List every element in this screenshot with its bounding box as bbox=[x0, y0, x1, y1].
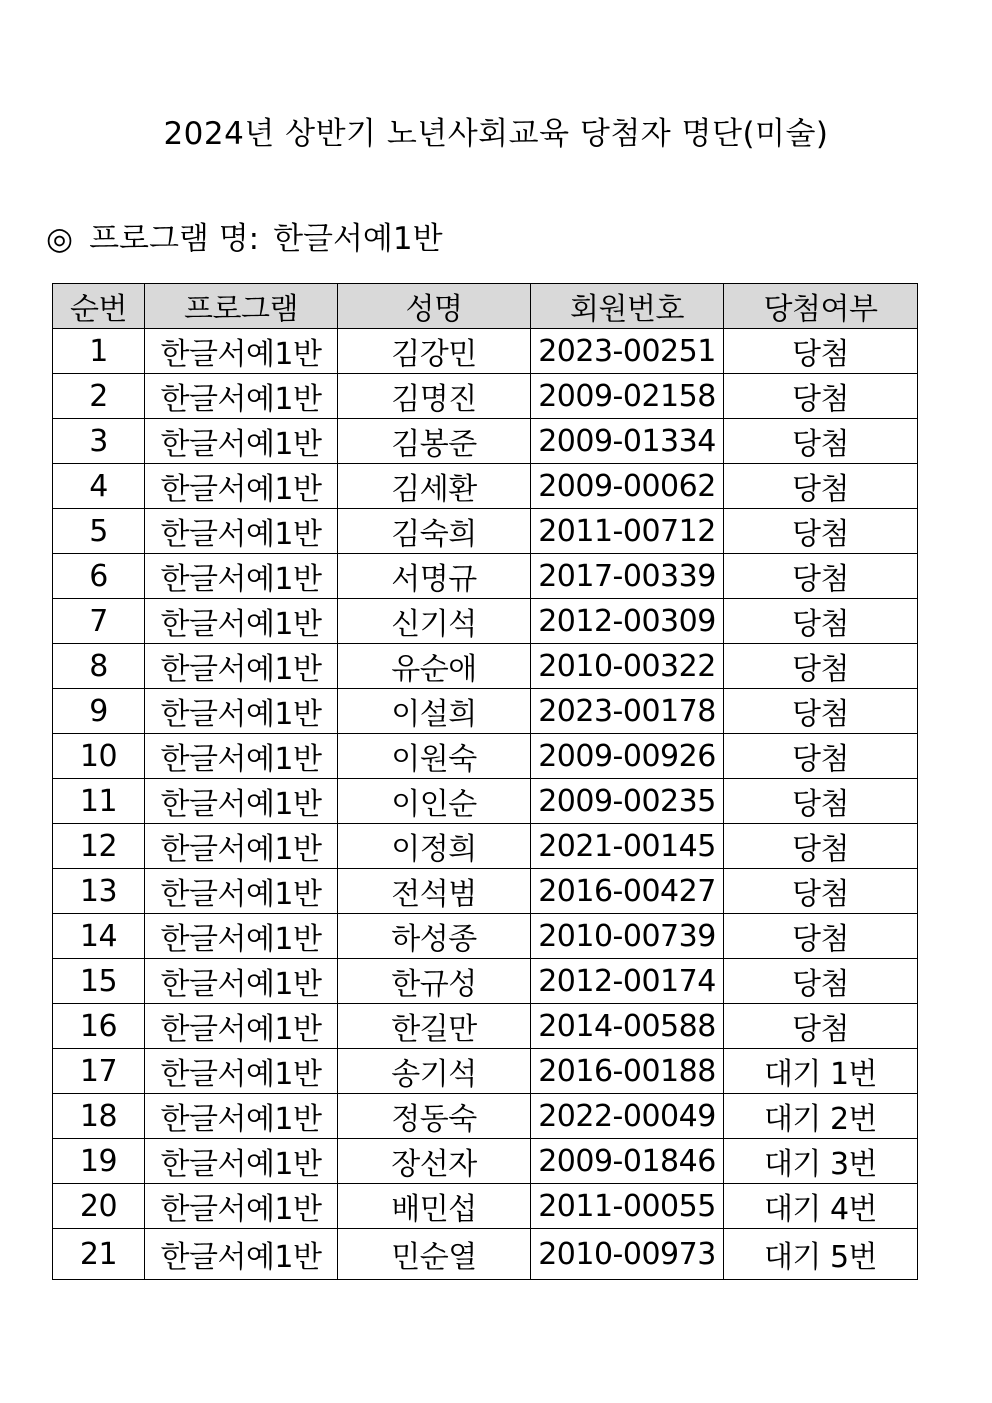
cell-result: 당첨 bbox=[724, 914, 918, 959]
table-row bbox=[53, 374, 918, 419]
table-row bbox=[53, 1229, 918, 1280]
cell-program: 한글서예1반 bbox=[145, 959, 338, 1004]
cell-program: 한글서예1반 bbox=[145, 1049, 338, 1094]
cell-name: 김봉준 bbox=[338, 419, 531, 464]
cell-no: 7 bbox=[53, 599, 145, 644]
cell-name: 김숙희 bbox=[338, 509, 531, 554]
cell-no: 13 bbox=[53, 869, 145, 914]
cell-result: 당첨 bbox=[724, 734, 918, 779]
cell-member-id: 2011-00712 bbox=[531, 509, 724, 554]
cell-program: 한글서예1반 bbox=[145, 464, 338, 509]
table-row bbox=[53, 824, 918, 869]
cell-result: 대기 5번 bbox=[724, 1229, 918, 1280]
winners-table bbox=[52, 283, 918, 1280]
table-row bbox=[53, 1004, 918, 1049]
cell-member-id: 2009-00926 bbox=[531, 734, 724, 779]
cell-program: 한글서예1반 bbox=[145, 374, 338, 419]
cell-member-id: 2014-00588 bbox=[531, 1004, 724, 1049]
table-row bbox=[53, 869, 918, 914]
cell-program: 한글서예1반 bbox=[145, 329, 338, 374]
bullseye-icon: ◎ bbox=[46, 221, 74, 257]
cell-no: 12 bbox=[53, 824, 145, 869]
table-row bbox=[53, 419, 918, 464]
cell-result: 당첨 bbox=[724, 869, 918, 914]
cell-no: 9 bbox=[53, 689, 145, 734]
cell-name: 정동숙 bbox=[338, 1094, 531, 1139]
cell-no: 2 bbox=[53, 374, 145, 419]
cell-name: 한규성 bbox=[338, 959, 531, 1004]
cell-program: 한글서예1반 bbox=[145, 1004, 338, 1049]
table-row bbox=[53, 914, 918, 959]
table-header-row bbox=[53, 284, 918, 329]
cell-program: 한글서예1반 bbox=[145, 1184, 338, 1229]
cell-program: 한글서예1반 bbox=[145, 824, 338, 869]
cell-no: 14 bbox=[53, 914, 145, 959]
cell-result: 당첨 bbox=[724, 824, 918, 869]
program-label: 프로그램 명: bbox=[89, 221, 260, 257]
cell-no: 10 bbox=[53, 734, 145, 779]
cell-member-id: 2022-00049 bbox=[531, 1094, 724, 1139]
cell-result: 당첨 bbox=[724, 374, 918, 419]
cell-program: 한글서예1반 bbox=[145, 1139, 338, 1184]
cell-name: 이설희 bbox=[338, 689, 531, 734]
cell-result: 당첨 bbox=[724, 329, 918, 374]
cell-member-id: 2010-00973 bbox=[531, 1229, 724, 1280]
cell-result: 당첨 bbox=[724, 1004, 918, 1049]
cell-program: 한글서예1반 bbox=[145, 779, 338, 824]
cell-member-id: 2010-00322 bbox=[531, 644, 724, 689]
cell-result: 당첨 bbox=[724, 689, 918, 734]
cell-no: 20 bbox=[53, 1184, 145, 1229]
cell-name: 이인순 bbox=[338, 779, 531, 824]
cell-no: 8 bbox=[53, 644, 145, 689]
cell-result: 대기 4번 bbox=[724, 1184, 918, 1229]
cell-member-id: 2016-00427 bbox=[531, 869, 724, 914]
cell-program: 한글서예1반 bbox=[145, 644, 338, 689]
cell-program: 한글서예1반 bbox=[145, 689, 338, 734]
table-row bbox=[53, 509, 918, 554]
cell-result: 대기 3번 bbox=[724, 1139, 918, 1184]
table-row bbox=[53, 464, 918, 509]
cell-no: 6 bbox=[53, 554, 145, 599]
cell-result: 당첨 bbox=[724, 554, 918, 599]
cell-no: 17 bbox=[53, 1049, 145, 1094]
table-row bbox=[53, 1139, 918, 1184]
header-name: 성명 bbox=[338, 284, 531, 329]
cell-no: 15 bbox=[53, 959, 145, 1004]
cell-no: 5 bbox=[53, 509, 145, 554]
cell-program: 한글서예1반 bbox=[145, 1094, 338, 1139]
cell-no: 19 bbox=[53, 1139, 145, 1184]
cell-result: 대기 1번 bbox=[724, 1049, 918, 1094]
header-result: 당첨여부 bbox=[724, 284, 918, 329]
cell-name: 서명규 bbox=[338, 554, 531, 599]
cell-member-id: 2012-00309 bbox=[531, 599, 724, 644]
cell-program: 한글서예1반 bbox=[145, 734, 338, 779]
cell-member-id: 2021-00145 bbox=[531, 824, 724, 869]
table-row bbox=[53, 599, 918, 644]
table-row bbox=[53, 329, 918, 374]
cell-program: 한글서예1반 bbox=[145, 509, 338, 554]
cell-program: 한글서예1반 bbox=[145, 419, 338, 464]
header-no: 순번 bbox=[53, 284, 145, 329]
cell-result: 대기 2번 bbox=[724, 1094, 918, 1139]
table-row bbox=[53, 779, 918, 824]
cell-result: 당첨 bbox=[724, 644, 918, 689]
cell-name: 김명진 bbox=[338, 374, 531, 419]
cell-name: 김세환 bbox=[338, 464, 531, 509]
cell-member-id: 2009-02158 bbox=[531, 374, 724, 419]
cell-name: 신기석 bbox=[338, 599, 531, 644]
cell-name: 한길만 bbox=[338, 1004, 531, 1049]
cell-program: 한글서예1반 bbox=[145, 914, 338, 959]
cell-name: 송기석 bbox=[338, 1049, 531, 1094]
cell-no: 11 bbox=[53, 779, 145, 824]
cell-result: 당첨 bbox=[724, 959, 918, 1004]
cell-program: 한글서예1반 bbox=[145, 1229, 338, 1280]
table-row bbox=[53, 1184, 918, 1229]
cell-result: 당첨 bbox=[724, 599, 918, 644]
cell-program: 한글서예1반 bbox=[145, 599, 338, 644]
cell-no: 21 bbox=[53, 1229, 145, 1280]
cell-program: 한글서예1반 bbox=[145, 554, 338, 599]
table-row bbox=[53, 734, 918, 779]
header-member-id: 회원번호 bbox=[531, 284, 724, 329]
cell-member-id: 2010-00739 bbox=[531, 914, 724, 959]
cell-result: 당첨 bbox=[724, 464, 918, 509]
table-row bbox=[53, 1094, 918, 1139]
cell-no: 18 bbox=[53, 1094, 145, 1139]
cell-member-id: 2012-00174 bbox=[531, 959, 724, 1004]
cell-no: 1 bbox=[53, 329, 145, 374]
cell-no: 4 bbox=[53, 464, 145, 509]
cell-name: 하성종 bbox=[338, 914, 531, 959]
cell-program: 한글서예1반 bbox=[145, 869, 338, 914]
program-name: 한글서예1반 bbox=[273, 221, 443, 257]
document-title: 2024년 상반기 노년사회교육 당첨자 명단(미술) bbox=[163, 116, 829, 152]
cell-name: 전석범 bbox=[338, 869, 531, 914]
cell-name: 김강민 bbox=[338, 329, 531, 374]
cell-member-id: 2009-00062 bbox=[531, 464, 724, 509]
cell-name: 배민섭 bbox=[338, 1184, 531, 1229]
cell-member-id: 2009-00235 bbox=[531, 779, 724, 824]
cell-no: 3 bbox=[53, 419, 145, 464]
table-row bbox=[53, 1049, 918, 1094]
cell-member-id: 2009-01846 bbox=[531, 1139, 724, 1184]
cell-member-id: 2017-00339 bbox=[531, 554, 724, 599]
cell-name: 이원숙 bbox=[338, 734, 531, 779]
cell-name: 유순애 bbox=[338, 644, 531, 689]
cell-member-id: 2023-00251 bbox=[531, 329, 724, 374]
cell-result: 당첨 bbox=[724, 419, 918, 464]
cell-result: 당첨 bbox=[724, 779, 918, 824]
cell-member-id: 2023-00178 bbox=[531, 689, 724, 734]
table-row bbox=[53, 644, 918, 689]
cell-no: 16 bbox=[53, 1004, 145, 1049]
cell-member-id: 2011-00055 bbox=[531, 1184, 724, 1229]
cell-member-id: 2009-01334 bbox=[531, 419, 724, 464]
table-body bbox=[53, 329, 918, 1280]
cell-name: 이정희 bbox=[338, 824, 531, 869]
table-row bbox=[53, 959, 918, 1004]
program-heading bbox=[46, 217, 443, 261]
cell-result: 당첨 bbox=[724, 509, 918, 554]
table-row bbox=[53, 689, 918, 734]
header-program: 프로그램 bbox=[145, 284, 338, 329]
cell-member-id: 2016-00188 bbox=[531, 1049, 724, 1094]
cell-name: 민순열 bbox=[338, 1229, 531, 1280]
cell-name: 장선자 bbox=[338, 1139, 531, 1184]
table-row bbox=[53, 554, 918, 599]
